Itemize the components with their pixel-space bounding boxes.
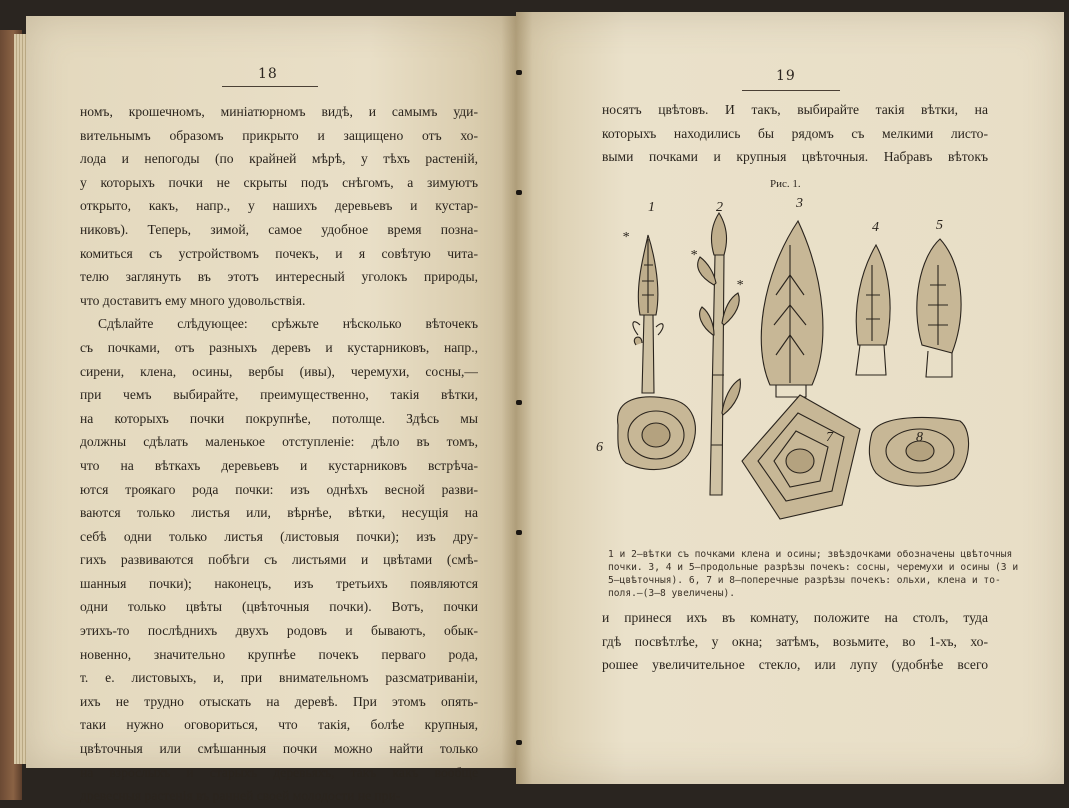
text-line: открыто, какъ, напр., у нашихъ деревьевъ и кустар- xyxy=(80,198,478,214)
binding-hole xyxy=(516,740,522,745)
text-line: гихъ развиваются побѣги съ листьями и цвѣтами (смѣ- xyxy=(80,552,478,568)
text-line: этихъ-то послѣднихъ двухъ родовъ и бываютъ, обык- xyxy=(80,623,478,639)
binding-hole xyxy=(516,400,522,405)
caption-line: 5—цвѣточныя). 6, 7 и 8—поперечные разрѣзы почекъ: ольхи, клена и то- xyxy=(608,575,1001,586)
text-line: съ почками, отъ разныхъ деревъ и кустарниковъ, напр., xyxy=(80,339,478,355)
figure-label-7: 7 xyxy=(826,430,833,445)
figure-label-4: 4 xyxy=(872,220,879,235)
text-line: комиться съ устройствомъ почекъ, и я совѣтую чита- xyxy=(80,245,478,261)
text-line: гдѣ посвѣтлѣе, у окна; затѣмъ, возьмите, во 1-хъ, хо- xyxy=(602,633,988,649)
text-line: новенно, значительно крупнѣе почекъ перваго рода, xyxy=(80,646,478,662)
figure-label-5: 5 xyxy=(936,218,943,233)
figure-asterisk: * xyxy=(690,248,697,263)
text-line: и принеся ихъ въ комнату, положите на столъ, туда xyxy=(602,610,988,625)
binding-hole xyxy=(516,70,522,75)
left-page xyxy=(26,16,516,804)
left-page-text xyxy=(80,100,478,808)
text-line: номъ, крошечномъ, миніатюрномъ видѣ, и самымъ уди- xyxy=(80,104,478,119)
text-line: ются троякаго рода почки: изъ однѣхъ весной разви- xyxy=(80,481,478,497)
text-line: ихъ не трудно отыскать на деревѣ. При этомъ опять- xyxy=(80,693,478,709)
text-line: на которыхъ почки покрупнѣе, потолще. Здѣсь мы xyxy=(80,410,478,426)
right-page-number-rule xyxy=(742,90,840,91)
text-line: никовъ). Теперь, зимой, самое удобное время позна- xyxy=(80,221,478,237)
text-line: таки нужно оговориться, что такія, болѣе крупныя, xyxy=(80,717,478,733)
text-line: выми почками и крупныя цвѣточныя. Набравъ вѣтокъ xyxy=(602,149,988,165)
caption-line: поля.—(3—8 увеличены). xyxy=(608,588,736,599)
figure-8-poplar-cross-section xyxy=(869,417,968,486)
figure-7-maple-cross-section xyxy=(742,395,860,519)
text-line: телю заглянуть въ этотъ интересный уголокъ природы, xyxy=(80,269,478,285)
figure-6-alder-cross-section xyxy=(618,397,696,470)
figure-caption xyxy=(608,548,1019,600)
left-page-number-rule xyxy=(222,86,318,87)
text-line: одни только цвѣты (цвѣточныя почки). Вотъ, почки xyxy=(80,599,478,615)
binding-hole xyxy=(516,190,522,195)
right-page-number: 19 xyxy=(776,68,796,84)
figure-label-6: 6 xyxy=(596,440,603,455)
figure-label-2: 2 xyxy=(716,200,723,215)
caption-line: 1 и 2—вѣтки съ почками клена и осины; звѣздочками обозначены цвѣточныя xyxy=(608,549,1013,560)
figure-asterisk: * xyxy=(622,230,629,245)
text-line: которыхъ находились бы рядомъ съ мелкими листо- xyxy=(602,125,988,141)
text-line: лода и непогоды (по крайней мѣрѣ, у тѣхъ растеній, xyxy=(80,151,478,167)
text-line: должны сдѣлать маленькое отступленіе: дѣло въ томъ, xyxy=(80,434,478,450)
figure-label-3: 3 xyxy=(796,196,803,211)
caption-line: почки. 3, 4 и 5—продольные разрѣзы почекъ: сосны, черемухи и осины (3 и xyxy=(608,562,1019,573)
text-line: шанныя почки); наконецъ, изъ третьихъ появляются xyxy=(80,575,478,591)
text-line: у которыхъ почки не скрыты подъ снѣгомъ, а зимуютъ xyxy=(80,174,478,190)
text-line: что на вѣткахъ деревьевъ и кустарниковъ встрѣча- xyxy=(80,457,478,473)
text-line: вительнымъ образомъ прикрыто и защищено отъ хо- xyxy=(80,127,478,143)
text-line: т. е. листовыхъ, и, при внимательномъ разсматриваніи, xyxy=(80,670,478,686)
text-line: себѣ одни только листья (листовыя почки); изъ дру- xyxy=(80,528,478,544)
figure-label-8: 8 xyxy=(916,430,923,445)
right-page-top-text xyxy=(602,98,988,169)
text-line: древесныя растенія въ ранней своей молодости не при- xyxy=(80,788,401,804)
figure-asterisk: * xyxy=(736,278,743,293)
text-line: цвѣточныя или смѣшанныя почки можно найти только xyxy=(80,741,478,757)
text-line: при чемъ выбирайте, преимущественно, такія вѣтки, xyxy=(80,387,478,403)
figure-1-maple-twig xyxy=(633,235,663,393)
text-line: Сдѣлайте слѣдующее: срѣжьте нѣсколько вѣточекъ xyxy=(98,316,478,332)
figure-2-aspen-twig xyxy=(698,213,741,495)
right-page-bottom-text xyxy=(602,606,988,677)
figure-4-bird-cherry-bud-section xyxy=(856,245,890,375)
text-line: что доставитъ ему много удовольствія. xyxy=(80,292,306,308)
figure-title: Рис. 1. xyxy=(770,178,801,190)
text-line: рошее увеличительное стекло, или лупу (удобнѣе всего xyxy=(602,657,988,673)
buds-illustration xyxy=(590,185,990,535)
text-line: носятъ цвѣтовъ. И такъ, выбирайте такія вѣтки, на xyxy=(602,102,988,117)
binding-hole xyxy=(516,530,522,535)
text-line: ваются только листья или, вѣрнѣе, вѣтки, несущія на xyxy=(80,505,478,521)
left-page-number: 18 xyxy=(258,66,278,82)
text-line: на взрослыхъ и старыхъ деревьяхъ, такъ какъ вообще xyxy=(80,764,478,780)
text-line: сирени, клена, осины, вербы (ивы), черемухи, сосны,— xyxy=(80,363,478,379)
figure-label-1: 1 xyxy=(648,200,655,215)
figure-3-pine-bud-section xyxy=(761,221,823,397)
figure-5-aspen-bud-section xyxy=(917,239,961,377)
